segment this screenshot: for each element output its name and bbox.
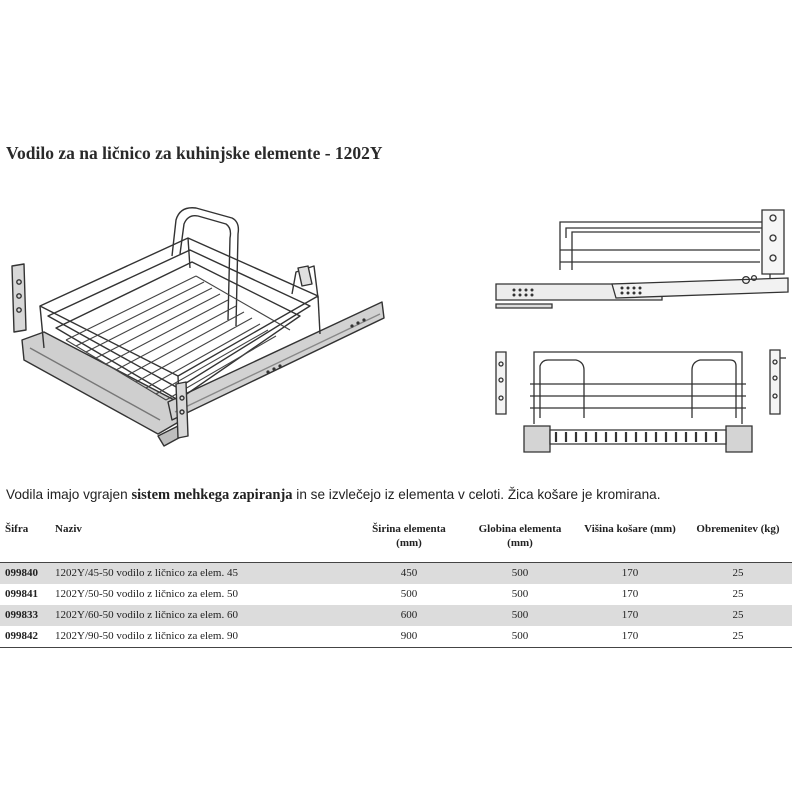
- cell-height: 170: [621, 609, 639, 621]
- runner-side-view-diagram: [492, 208, 792, 316]
- description-paragraph: Vodila imajo vgrajen sistem mehkega zapiranja in se izvlečejo iz elementa v celoti. Žica košare je kromirana.: [6, 487, 661, 503]
- table-row: [0, 605, 792, 626]
- basket-perspective-illustration: [0, 198, 392, 456]
- header-width: Širina elementa (mm): [372, 523, 446, 549]
- cell-load: 25: [732, 630, 744, 642]
- cell-height: 170: [621, 567, 639, 579]
- table-row: [0, 563, 792, 584]
- cell-depth: 500: [511, 588, 529, 600]
- cell-height: 170: [621, 630, 639, 642]
- header-depth: Globina elementa (mm): [478, 523, 562, 549]
- cell-depth: 500: [511, 609, 529, 621]
- cell-width: 450: [400, 567, 418, 579]
- page-title: Vodilo za na ličnico za kuhinjske elemente - 1202Y: [6, 143, 383, 163]
- cell-load: 25: [732, 588, 744, 600]
- cell-name: 1202Y/60-50 vodilo z ličnico za elem. 60: [55, 609, 238, 621]
- cell-load: 25: [732, 609, 744, 621]
- cell-code: 099833: [5, 609, 38, 621]
- cell-load: 25: [732, 567, 744, 579]
- cell-width: 500: [400, 588, 418, 600]
- cell-code: 099840: [5, 567, 38, 579]
- cell-depth: 500: [511, 567, 529, 579]
- table-bottom-rule: [0, 647, 792, 648]
- table-body: [0, 563, 792, 647]
- header-height: Višina košare (mm): [584, 523, 676, 535]
- description-bold-phrase: sistem mehkega zapiranja: [131, 487, 293, 503]
- table-row: [0, 584, 792, 605]
- cell-depth: 500: [511, 630, 529, 642]
- cell-height: 170: [621, 588, 639, 600]
- cell-width: 900: [400, 630, 418, 642]
- cell-name: 1202Y/50-50 vodilo z ličnico za elem. 50: [55, 588, 238, 600]
- cell-code: 099841: [5, 588, 38, 600]
- table-header: [0, 517, 792, 563]
- product-table: [0, 517, 792, 648]
- cell-name: 1202Y/45-50 vodilo z ličnico za elem. 45: [55, 567, 238, 579]
- header-load: Obremenitev (kg): [696, 523, 780, 535]
- table-row: [0, 626, 792, 647]
- cell-code: 099842: [5, 630, 38, 642]
- cell-width: 600: [400, 609, 418, 621]
- basket-front-view-diagram: [490, 344, 796, 456]
- cell-name: 1202Y/90-50 vodilo z ličnico za elem. 90: [55, 630, 238, 642]
- header-code: Šifra: [5, 523, 29, 535]
- header-name: Naziv: [55, 523, 82, 535]
